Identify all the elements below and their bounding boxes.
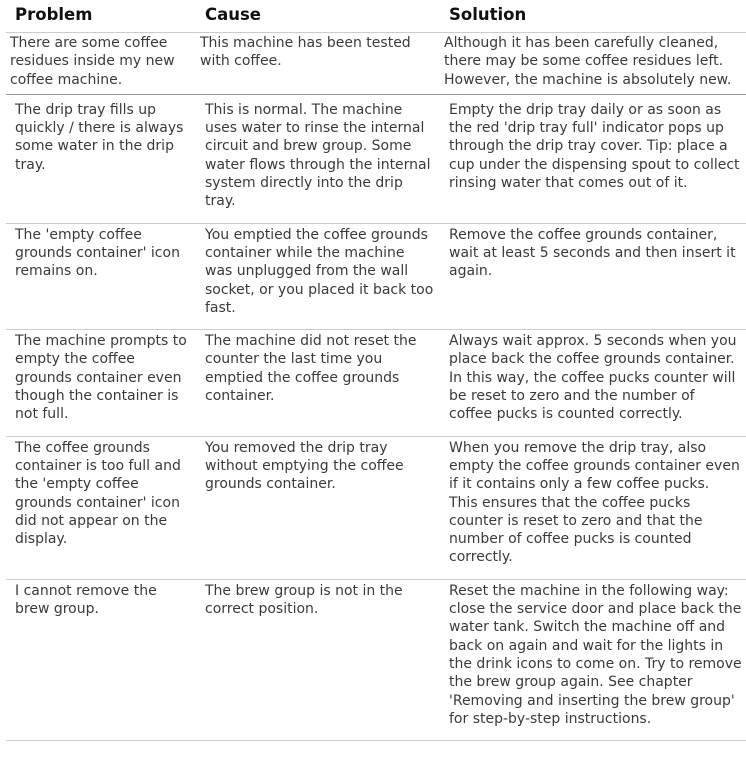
- problem-cell: The machine prompts to empty the coffee grounds container even though the container is not full.: [6, 330, 196, 436]
- table-row: [6, 436, 746, 579]
- header-problem: Problem: [6, 0, 196, 33]
- problem-cell: I cannot remove the brew group.: [6, 579, 196, 740]
- solution-cell: When you remove the drip tray, also empty the coffee grounds container even if it contains only a few coffee pucks. This ensures that the coffee pucks counter is reset to zero and that the number of coffee pucks is counted correctly.: [440, 436, 746, 579]
- table-header: [6, 0, 746, 33]
- cause-cell: This machine has been tested with coffee.: [196, 33, 440, 95]
- solution-cell: Empty the drip tray daily or as soon as the red 'drip tray full' indicator pops up through the drip tray cover. Tip: place a cup under the dispensing spout to collect rinsing water that comes out of it.: [440, 94, 746, 223]
- cause-cell: The machine did not reset the counter the last time you emptied the coffee grounds container.: [196, 330, 440, 436]
- table-row: [6, 94, 746, 223]
- table-row: [6, 330, 746, 436]
- cause-cell: The brew group is not in the correct position.: [196, 579, 440, 740]
- table-row: [6, 223, 746, 329]
- problem-cell: The coffee grounds container is too full and the 'empty coffee grounds container' icon did not appear on the display.: [6, 436, 196, 579]
- solution-cell: Remove the coffee grounds container, wait at least 5 seconds and then insert it again.: [440, 223, 746, 329]
- solution-cell: Reset the machine in the following way: close the service door and place back the water tank. Switch the machine off and back on again and wait for the lights in the drink icons to come on. Try to remove the brew group again. See chapter 'Removing and inserting the brew group' for step-by-step instructions.: [440, 579, 746, 740]
- header-cause: Cause: [196, 0, 440, 33]
- cause-cell: You emptied the coffee grounds container while the machine was unplugged from the wall socket, or you placed it back too fast.: [196, 223, 440, 329]
- table-row: [6, 33, 746, 95]
- problem-cell: The drip tray fills up quickly / there is always some water in the drip tray.: [6, 94, 196, 223]
- solution-cell: Although it has been carefully cleaned, there may be some coffee residues left. However, the machine is absolutely new.: [440, 33, 746, 95]
- header-solution: Solution: [440, 0, 746, 33]
- cause-cell: You removed the drip tray without emptying the coffee grounds container.: [196, 436, 440, 579]
- table-row: [6, 579, 746, 740]
- troubleshooting-table: [6, 0, 746, 741]
- header-row: [6, 0, 746, 33]
- solution-cell: Always wait approx. 5 seconds when you place back the coffee grounds container. In this way, the coffee pucks counter will be reset to zero and the number of coffee pucks is counted correctly.: [440, 330, 746, 436]
- problem-cell: There are some coffee residues inside my new coffee machine.: [6, 33, 196, 95]
- cause-cell: This is normal. The machine uses water to rinse the internal circuit and brew group. Some water flows through the internal system directly into the drip tray.: [196, 94, 440, 223]
- table-body: [6, 33, 746, 741]
- problem-cell: The 'empty coffee grounds container' icon remains on.: [6, 223, 196, 329]
